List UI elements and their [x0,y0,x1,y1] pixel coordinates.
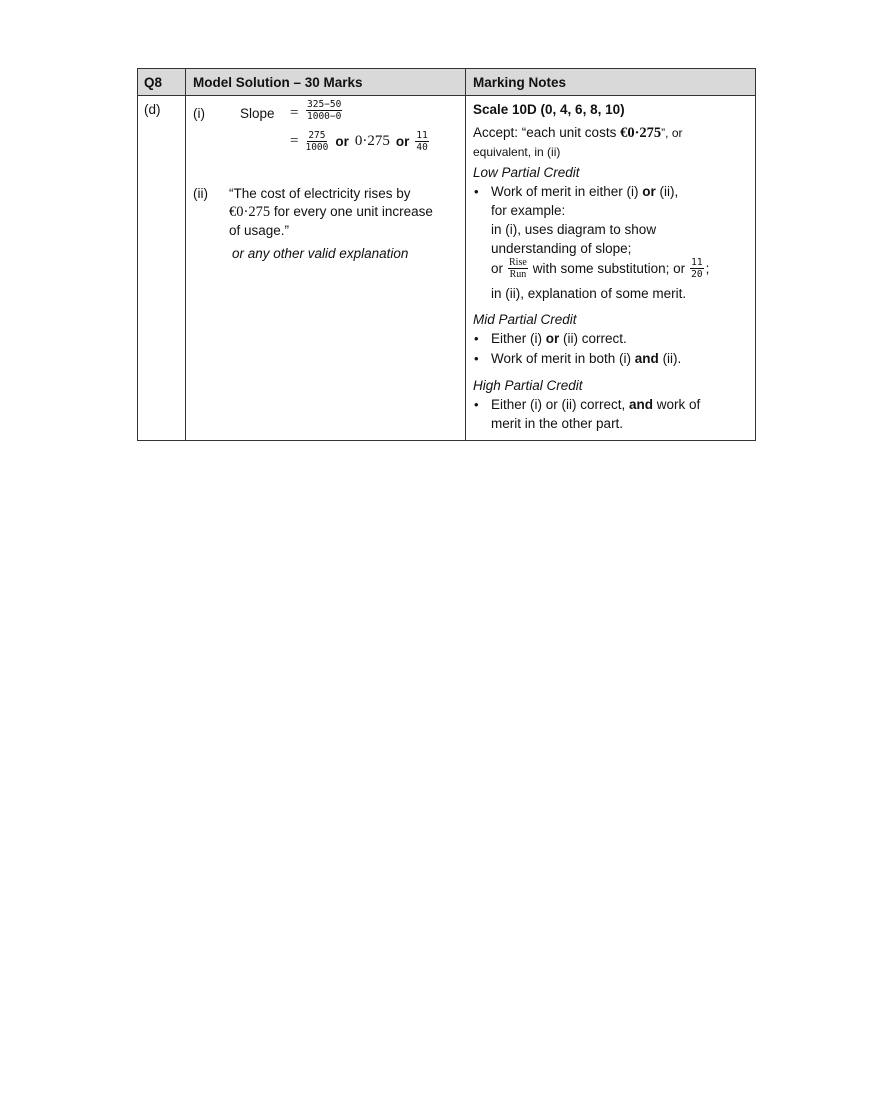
fraction-denominator: 1000−0 [307,111,342,122]
scale-heading: Scale 10D (0, 4, 6, 8, 10) [473,102,625,117]
low-credit-item-1 [491,184,678,199]
slope-fraction [306,99,342,122]
explanation-line-1: “The cost of electricity rises by [229,186,411,201]
part-label: (d) [144,102,161,117]
slope-label: Slope [240,106,275,121]
money-value: €0·275 [229,204,271,220]
or-connector: or [395,134,410,149]
fraction-denominator: 1000 [305,142,329,153]
note-text: Work of merit in either (i) [491,184,643,199]
fraction-numerator: 325−50 [307,99,342,110]
fraction-numerator: Rise [509,257,527,268]
fraction-denominator: 20 [691,269,703,280]
note-emphasis: or [545,331,560,346]
note-emphasis: and [629,397,654,412]
fraction-numerator: 11 [416,130,428,141]
low-partial-credit-heading: Low Partial Credit [473,165,580,180]
low-credit-line-3: in (i), uses diagram to show [491,222,657,237]
note-text: (ii). [658,351,682,366]
note-text: Either (i) or (ii) correct, [491,397,630,412]
header-model-solution: Model Solution – 30 Marks [193,75,363,90]
fraction-numerator: 11 [691,257,703,268]
explanation-line-3: of usage.” [229,223,290,238]
note-text: Either (i) [491,331,546,346]
note-text: Work of merit in both (i) [491,351,635,366]
explanation-line-2 [229,204,433,221]
sub-label-i: (i) [193,106,205,121]
bullet: • [474,331,479,346]
column-divider [465,69,466,440]
note-text: (ii), [655,184,679,199]
accept-text: ”, or [661,126,683,140]
slope-decimal: 0·275 [354,133,390,149]
fraction-numerator: 275 [308,130,326,141]
header-question: Q8 [144,75,163,90]
alternative-explanation-note: or any other valid explanation [232,246,409,261]
high-partial-credit-heading: High Partial Credit [473,378,583,393]
header-marking-notes: Marking Notes [473,75,567,90]
money-value: €0·275 [620,125,662,141]
high-credit-line-2: merit in the other part. [491,416,624,431]
or-connector: or [335,134,349,149]
note-emphasis: or [642,184,656,199]
accept-text: Accept: “each unit costs [473,125,621,140]
column-divider [185,69,186,440]
slope-result-line [290,130,429,153]
note-text: work of [653,397,701,412]
accept-line-2: equivalent, in (ii) [473,145,561,159]
note-text: (ii) correct. [559,331,627,346]
sub-label-ii: (ii) [193,186,208,201]
mid-credit-item-1 [491,331,627,346]
fraction-denominator: Run [509,269,527,280]
marking-scheme-table [137,68,756,441]
fraction-denominator: 40 [416,142,428,153]
equals-sign: = [290,105,299,121]
equals-sign: = [290,133,299,149]
explanation-text: for every one unit increase [270,204,433,219]
note-emphasis: and [634,351,659,366]
accept-line-1 [473,125,683,142]
note-text: or [491,261,504,276]
high-credit-item-1 [491,397,700,412]
low-credit-line-4: understanding of slope; [491,241,632,256]
low-credit-line-2: for example: [491,203,566,218]
note-text: with some substitution; or [532,261,686,276]
mid-partial-credit-heading: Mid Partial Credit [473,312,577,327]
low-credit-line-5 [491,257,709,280]
bullet: • [474,397,479,412]
note-text: ; [705,261,710,276]
mid-credit-item-2 [491,351,681,366]
low-credit-line-6: in (ii), explanation of some merit. [491,286,687,301]
bullet: • [474,184,479,199]
bullet: • [474,351,479,366]
